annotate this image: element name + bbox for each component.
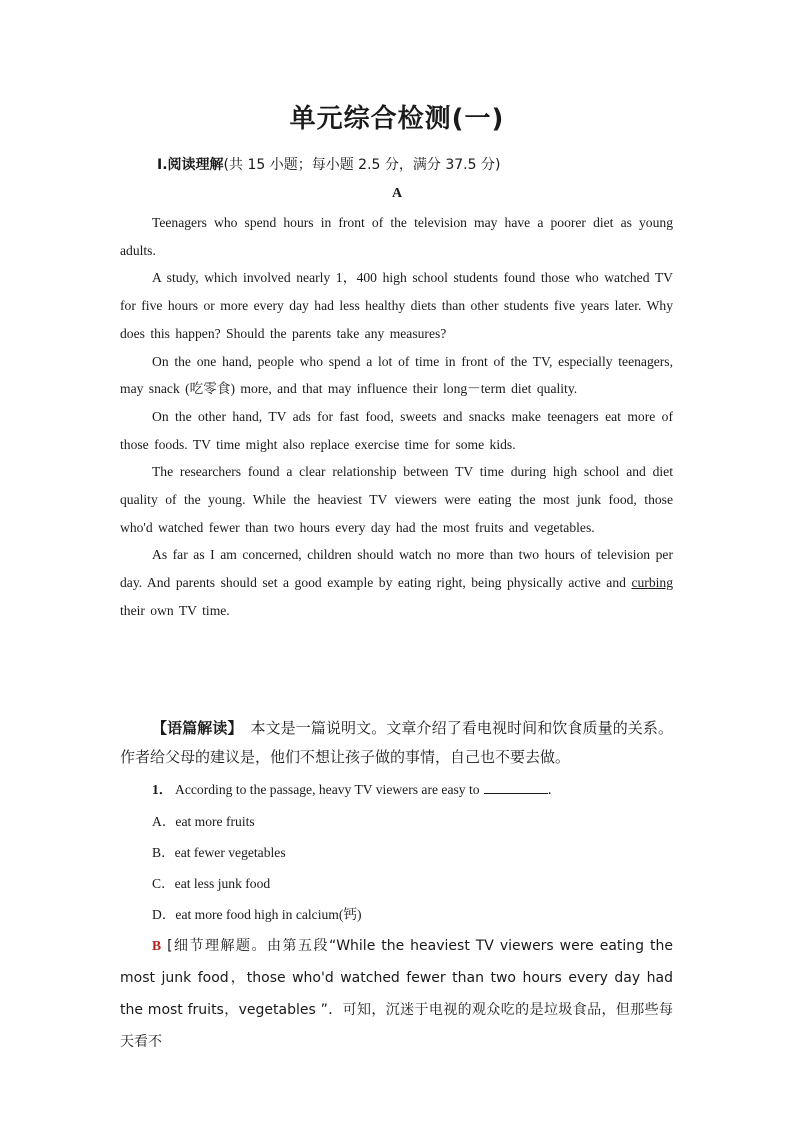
question-number: 1．	[152, 782, 173, 797]
passage-paragraph-5: The researchers found a clear relationship between TV time during high school and diet quality of the young. While the heaviest TV viewers were eating the most junk food, those who'd watched fewer than two hours every day had the most fruits and vegetables.	[120, 464, 673, 535]
passage-analysis	[120, 714, 673, 772]
answer-text: [细节理解题。由第五段“While the heaviest TV viewers were eating the most junk food，those who'd watched fewer than two hours every day had the most fruits，vegetables ”．可知，沉迷于电视的观众吃的是垃圾食品，但那些每天看不	[120, 938, 673, 1050]
answer-letter: B	[152, 938, 162, 953]
option-c: C．eat less junk food	[152, 876, 271, 891]
underlined-word: curbing	[631, 575, 673, 591]
section-scoring: (共 15 小题；每小题 2.5 分，满分 37.5 分)	[223, 157, 501, 173]
passage-paragraph-2: A study, which involved nearly 1，400 high school students found those who watched TV for five hours or more every day had less healthy diets than other students five years later. Why does this happen? Should the parents take any measures?	[120, 270, 673, 341]
paragraph-6-end: their own TV time.	[120, 602, 230, 618]
passage-paragraph-6	[120, 541, 673, 624]
question-end: ．	[547, 782, 562, 797]
question-1	[152, 778, 561, 798]
reading-passage	[120, 209, 673, 625]
option-a: A．eat more fruits	[152, 814, 255, 829]
answer-explanation	[120, 930, 673, 1058]
document-title: 单元综合检测(一)	[289, 104, 505, 134]
section-heading	[157, 154, 500, 174]
option-d: D．eat more food high in calcium(钙)	[152, 907, 362, 922]
passage-letter: A	[391, 186, 403, 201]
passage-paragraph-4: On the other hand, TV ads for fast food, sweets and snacks make teenagers eat more of those foods. TV time might also replace exercise time for some kids.	[120, 408, 673, 452]
section-label: Ⅰ.阅读理解	[157, 157, 224, 173]
passage-paragraph-3: On the one hand, people who spend a lot of time in front of the TV, especially teenagers, may snack (吃零食) more, and that may influence their long－term diet quality.	[120, 353, 673, 397]
answer-blank	[484, 779, 548, 794]
option-b: B．eat fewer vegetables	[152, 845, 286, 860]
passage-paragraph-1: Teenagers who spend hours in front of the television may have a poorer diet as young adults.	[120, 215, 673, 258]
analysis-tag: 【语篇解读】	[152, 719, 243, 737]
paragraph-6-start: As far as I am concerned, children should watch no more than two hours of television per day. And parents should set a good example by eating right, being physically active and	[120, 547, 673, 591]
question-stem: According to the passage, heavy TV viewers are easy to	[175, 782, 480, 797]
analysis-text: 本文是一篇说明文。文章介绍了看电视时间和饮食质量的关系。作者给父母的建议是，他们不想让孩子做的事情，自己也不要去做。	[120, 719, 673, 766]
